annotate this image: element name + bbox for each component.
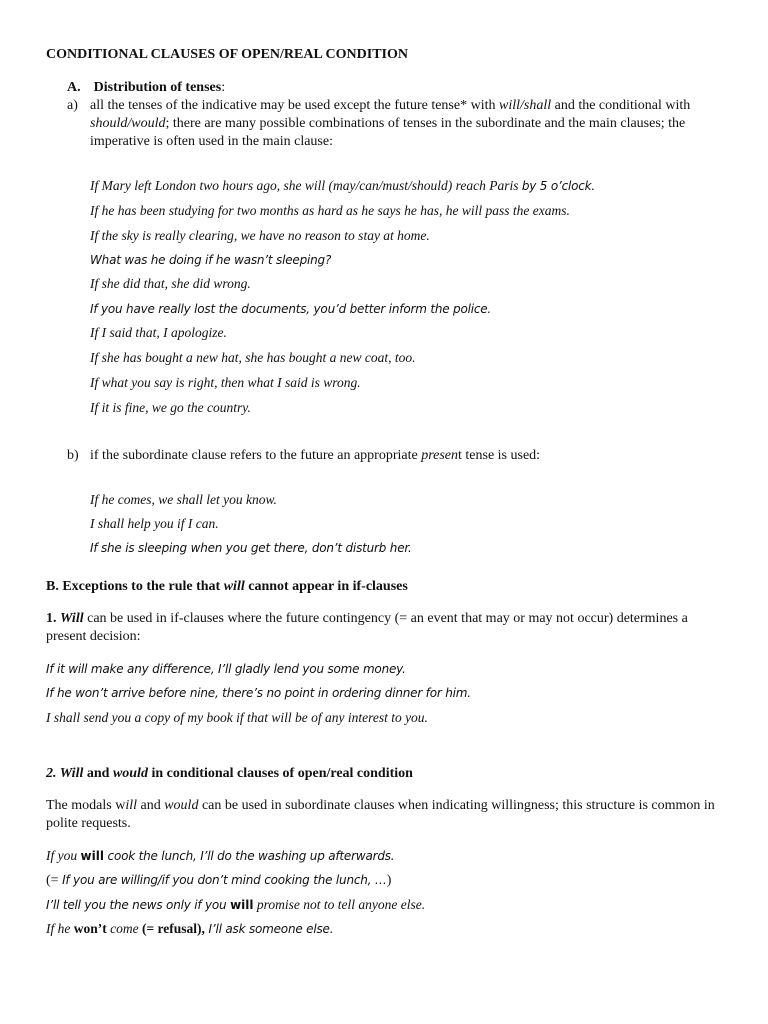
page-title: CONDITIONAL CLAUSES OF OPEN/REAL CONDITION bbox=[46, 47, 408, 62]
example-a9: If what you say is right, then what I said is wrong. bbox=[90, 375, 361, 390]
example-a10: If it is fine, we go the country. bbox=[90, 400, 251, 415]
example-b2-1: If you will cook the lunch, I’ll do the washing up afterwards. bbox=[46, 848, 395, 863]
example-b2-2: (= If you are willing/if you don’t mind cooking the lunch, …) bbox=[46, 873, 392, 888]
item-b-text: if the subordinate clause refers to the future an appropriate present tense is used: bbox=[90, 448, 541, 463]
example-b1: If he comes, we shall let you know. bbox=[90, 492, 277, 507]
section-a-title: Distribution of tenses bbox=[93, 80, 222, 95]
section-a-label: A. bbox=[67, 80, 81, 95]
example-a4: What was he doing if he wasn’t sleeping? bbox=[90, 253, 332, 267]
example-b2: I shall help you if I can. bbox=[90, 516, 219, 531]
example-b3: If she is sleeping when you get there, don’t disturb her. bbox=[90, 541, 412, 555]
example-a6: If you have really lost the documents, you’d better inform the police. bbox=[90, 302, 492, 316]
item-b-label: b) bbox=[67, 448, 79, 463]
example-a5: If she did that, she did wrong. bbox=[90, 276, 251, 291]
section-b2-line1: The modals will and would can be used in subordinate clauses when indicating willingness; this structure is common in bbox=[46, 798, 715, 813]
example-b2-4: If he won’t come (= refusal), I’ll ask someone else. bbox=[46, 921, 334, 936]
example-b1-1: If it will make any difference, I’ll gladly lend you some money. bbox=[46, 662, 406, 676]
example-b2-3: I’ll tell you the news only if you will promise not to tell anyone else. bbox=[46, 897, 426, 912]
section-b1-line1: 1. Will can be used in if-clauses where the future contingency (= an event that may or may not occur) determines a bbox=[46, 611, 688, 626]
item-a-line2: should/would; there are many possible combinations of tenses in the subordinate and the main clauses; the bbox=[90, 116, 686, 131]
section-b2-line2: polite requests. bbox=[46, 816, 131, 831]
example-a3: If the sky is really clearing, we have no reason to stay at home. bbox=[90, 228, 430, 243]
section-a-colon: : bbox=[221, 80, 226, 95]
item-a-label: a) bbox=[67, 98, 78, 113]
example-b1-3: I shall send you a copy of my book if that will be of any interest to you. bbox=[46, 710, 428, 725]
section-b-heading: B. Exceptions to the rule that will cannot appear in if-clauses bbox=[46, 579, 408, 594]
section-a-heading bbox=[67, 79, 225, 97]
example-a1: If Mary left London two hours ago, she will (may/can/must/should) reach Paris by 5 o’clock. bbox=[90, 178, 596, 193]
example-a2: If he has been studying for two months as hard as he says he has, he will pass the exams. bbox=[90, 203, 570, 218]
section-b1-line2: present decision: bbox=[46, 629, 141, 644]
section-b2-heading: 2. Will and would in conditional clauses of open/real condition bbox=[46, 766, 413, 781]
example-a7: If I said that, I apologize. bbox=[90, 325, 227, 340]
example-b1-2: If he won’t arrive before nine, there’s no point in ordering dinner for him. bbox=[46, 686, 471, 700]
item-a-line1: all the tenses of the indicative may be used except the future tense* with will/shall and the conditional with bbox=[90, 98, 691, 113]
item-a-line3: imperative is often used in the main clause: bbox=[90, 134, 333, 149]
example-a8: If she has bought a new hat, she has bought a new coat, too. bbox=[90, 350, 416, 365]
